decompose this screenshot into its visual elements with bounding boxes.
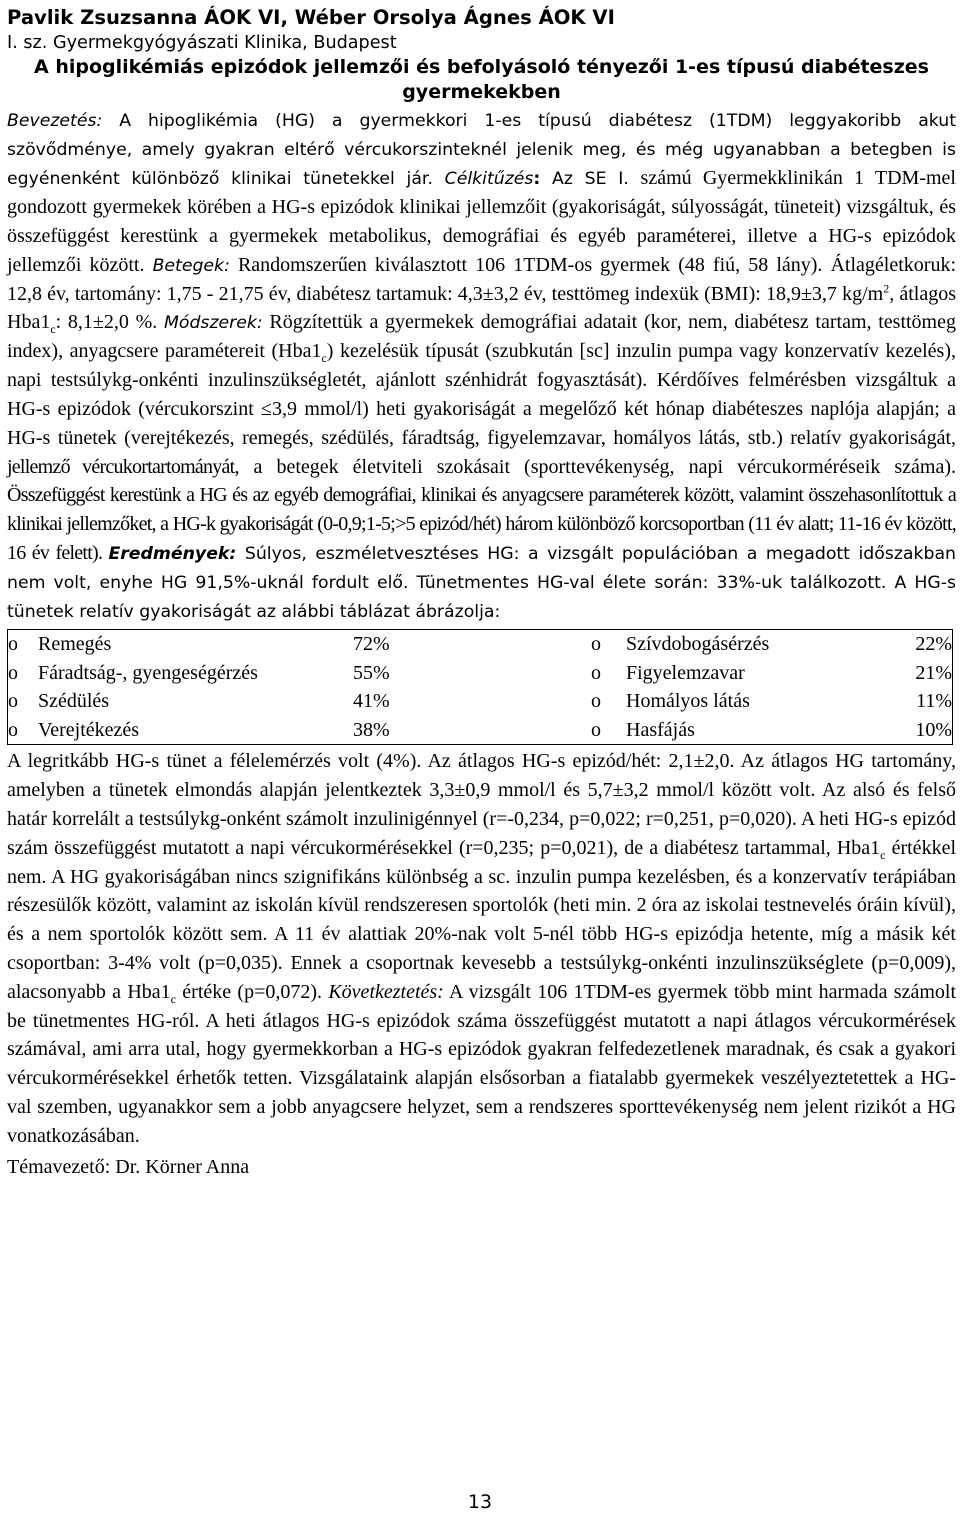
aims-label: Célkitűzés — [444, 169, 534, 189]
hba1c-subscript-3: c — [880, 847, 886, 862]
left-bullet: o — [8, 690, 18, 713]
symptom-frequency-table — [7, 629, 953, 745]
patients-text-1: Randomszerűen kiválasztott 106 1TDM-os gyermek (48 fiú, 58 lány). Átlagéletkoruk: 12,8 év, tartomány: 1,75 - 21,75 év, diabétesz tartamuk: 4,3±3,2 év, testtömeg indexük (BMI): 18,9±3,7 kg/m — [7, 253, 957, 305]
results-label: Eredmények: — [108, 543, 237, 564]
abstract-body-continued — [7, 747, 956, 1150]
patients-label: Betegek: — [152, 255, 230, 276]
right-symptom-percent: 21% — [915, 661, 952, 684]
hba1c-subscript-2: c — [321, 351, 327, 366]
right-symptom-name: Figyelemzavar — [626, 661, 745, 684]
left-symptom-name: Remegés — [38, 632, 112, 655]
spacer — [463, 659, 591, 688]
aims-text: számú Gyermekklinikán 1 TDM-mel gondozott gyermekek körében a HG-s epizódok klinikai jellemzőit (gyakoriságát, súlyosságát, tüneteit) vizsgáltuk, és összefüggést kerestünk a gyermekek metabolikus, demográfiai és egyéb paraméterei, illetve a HG-s epizódok jellemzői között. — [7, 167, 956, 276]
conclusion-text: A vizsgált 106 1TDM-es gyermek több mint harmada számolt be tünetmentes HG-ról. A heti átlagos HG-s epizódok száma összefüggést mutatott a napi átlagos vércukormérések számával, ami arra utal, hogy gyermekkorban a HG-s epizódok gyakran felfedezetlenek maradnak, és csak a gyakori vércukormérésekkel érhetők tetten. Vizsgálataink alapján elsősorban a fiatalabb gyermekek veszélyeztetettek a HG-val szemben, ugyanakkor sem a jobb anyagcsere helyzet, sem a rendszeres sporttevékenység nem jelent rizikót a HG vonatkozásában. — [7, 980, 957, 1147]
left-symptom-percent: 41% — [353, 690, 390, 713]
right-bullet: o — [591, 718, 601, 741]
left-bullet: o — [8, 661, 18, 684]
right-symptom-percent: 22% — [915, 632, 952, 655]
results-text-2: A legritkább HG-s tünet a félelemérzés volt (4%). Az átlagos HG-s epizód/hét: 2,1±2,0. Az átlagos HG tartomány, amelyben a tünetek elmondás alapján jelentkeztek 3,3±0,9 mmol/l és 5,7±3,2 mmol/l között volt. Az alsó és felső határ korrelált a testsúlykg-onként számolt inzulinigénnyel (r=-0,234, p=0,022; r=0,251, p=0,020). A heti HG-s epizód szám összefüggést mutatott a napi vércukormérésekkel (r=0,235; p=0,021), de a diabétesz tartammal, Hba1 — [7, 750, 956, 859]
symptom-row — [8, 687, 953, 716]
left-bullet: o — [8, 632, 18, 655]
left-bullet: o — [8, 718, 18, 741]
left-symptom-name: Verejtékezés — [38, 718, 140, 741]
hba1c-subscript: c — [50, 322, 56, 337]
page-number: 13 — [467, 1491, 493, 1513]
results-text-3: értékkel nem. A HG gyakoriságában nincs szignifikáns különbség a sc. inzulin pumpa kezelésben, és a konzervatív terápiában részesülők között, valamint az iskolán kívül rendszeresen sportolók (heti min. 2 óra az iskolai testnevelés óráin kívül), és a nem sportolók között sem. A 11 év alattiak 20%-nak volt 5-nél több HG-s epizódja hetente, míg a másik két csoportban: 3-4% volt (p=0,035). Ennek a csoportnak kevesebb a testsúlykg-onkénti inzulinszükséglete (p=0,009), alacsonyabb a Hba1 — [7, 836, 956, 1003]
methods-condensed-2: Összefüggést kerestünk a HG és az egyéb demográfiai, klinikai és anyagcsere paraméterek között, valamint összehasonlítottuk a klinikai jellemzőket, a HG-k gyakoriságát (0-0,9;1-5;>5 epizód/hét) három különböző korcsoportban (11 év alatt; 11-16 év között, 16 év felett). — [7, 484, 956, 564]
left-symptom-percent: 55% — [353, 661, 390, 684]
supervisor-line: Témavezető: Dr. Körner Anna — [7, 1155, 250, 1178]
patients-text-2: , átlagos Hba1 — [7, 282, 956, 334]
left-symptom-percent: 38% — [353, 718, 390, 741]
hba1c-subscript-4: c — [170, 991, 176, 1006]
right-symptom-name: Homályos látás — [626, 690, 750, 713]
symptom-row — [8, 629, 953, 658]
right-symptom-name: Szívdobogásérzés — [626, 632, 770, 655]
patients-text-3: : 8,1±2,0 %. — [55, 311, 164, 334]
left-symptom-percent: 72% — [353, 632, 390, 655]
intro-text: A hipoglikémia (HG) a gyermekkori 1-es típusú diabétesz (1TDM) leggyakoribb akut szövődménye, amely gyakran eltérő vércukorszinteknél jelenik meg, és még ugyanabban a betegben is egyénenként különböző klinikai tünetekkel jár. — [7, 111, 956, 189]
right-symptom-percent: 11% — [916, 690, 952, 713]
institution-line: I. sz. Gyermekgyógyászati Klinika, Budapest — [7, 33, 397, 53]
right-bullet: o — [591, 690, 601, 713]
right-symptom-name: Hasfájás — [626, 718, 695, 741]
results-text-4: értéke (p=0,072). — [175, 980, 329, 1003]
spacer — [463, 629, 591, 658]
aims-colon: : — [533, 169, 541, 189]
right-bullet: o — [591, 661, 601, 684]
bmi-unit-superscript: 2 — [883, 280, 890, 295]
methods-label: Módszerek: — [163, 313, 263, 334]
abstract-body — [7, 106, 956, 626]
aims-text-sans: Az SE I. — [540, 169, 641, 189]
abstract-page — [7, 4, 956, 1181]
symptom-row — [8, 716, 953, 745]
intro-label: Bevezetés: — [7, 111, 103, 131]
methods-text-3: , a betegek életviteli szokásait (sporttevékenység, napi vércukorméréseik száma). — [234, 455, 956, 478]
left-symptom-name: Fáradtság-, gyengeségérzés — [38, 661, 258, 684]
results-text: Súlyos, eszméletvesztéses HG: a vizsgált populációban a megadott időszakban nem volt, enyhe HG 91,5%-uknál fordult elő. Tünetmentes HG-val élete során: 33%-uk találkozott. A HG-s tünetek relatív gyakoriságát az alábbi táblázat ábrázolja: — [7, 543, 956, 622]
right-bullet: o — [591, 632, 601, 655]
right-symptom-percent: 10% — [915, 718, 952, 741]
methods-text-2: ) kezelésük típusát (szubkután [sc] inzulin pumpa vagy konzervatív kezelés), napi testsúlykg-onkénti inzulinszükségletét, ajánlott szénhidrát fogyasztását). Kérdőíves felmérésben vizsgáltuk a HG-s epizódok (vércukorszint ≤3,9 mmol/l) heti gyakoriságát a megelőző két hónap diabéteszes naplója alapján; a HG-s tünetek (verejtékezés, remegés, szédülés, fáradtság, figyelemzavar, homályos látás, stb.) relatív gyakoriságát, — [7, 340, 957, 449]
conclusion-label: Következtetés: — [328, 980, 444, 1003]
symptom-row — [8, 659, 953, 688]
abstract-title: A hipoglikémiás epizódok jellemzői és befolyásoló tényezői 1-es típusú diabéteszes gyermekekben — [34, 56, 929, 103]
methods-text-1: Rögzítettük a gyermekek demográfiai adatait (kor, nem, diabétesz tartam, testtömeg index), anyagcsere paramétereit (Hba1 — [7, 311, 956, 363]
spacer — [463, 716, 591, 745]
authors-line: Pavlik Zsuzsanna ÁOK VI, Wéber Orsolya Ágnes ÁOK VI — [7, 6, 615, 29]
methods-condensed-1: jellemző vércukortartományát — [7, 455, 235, 478]
left-symptom-name: Szédülés — [38, 690, 110, 713]
spacer — [463, 687, 591, 716]
